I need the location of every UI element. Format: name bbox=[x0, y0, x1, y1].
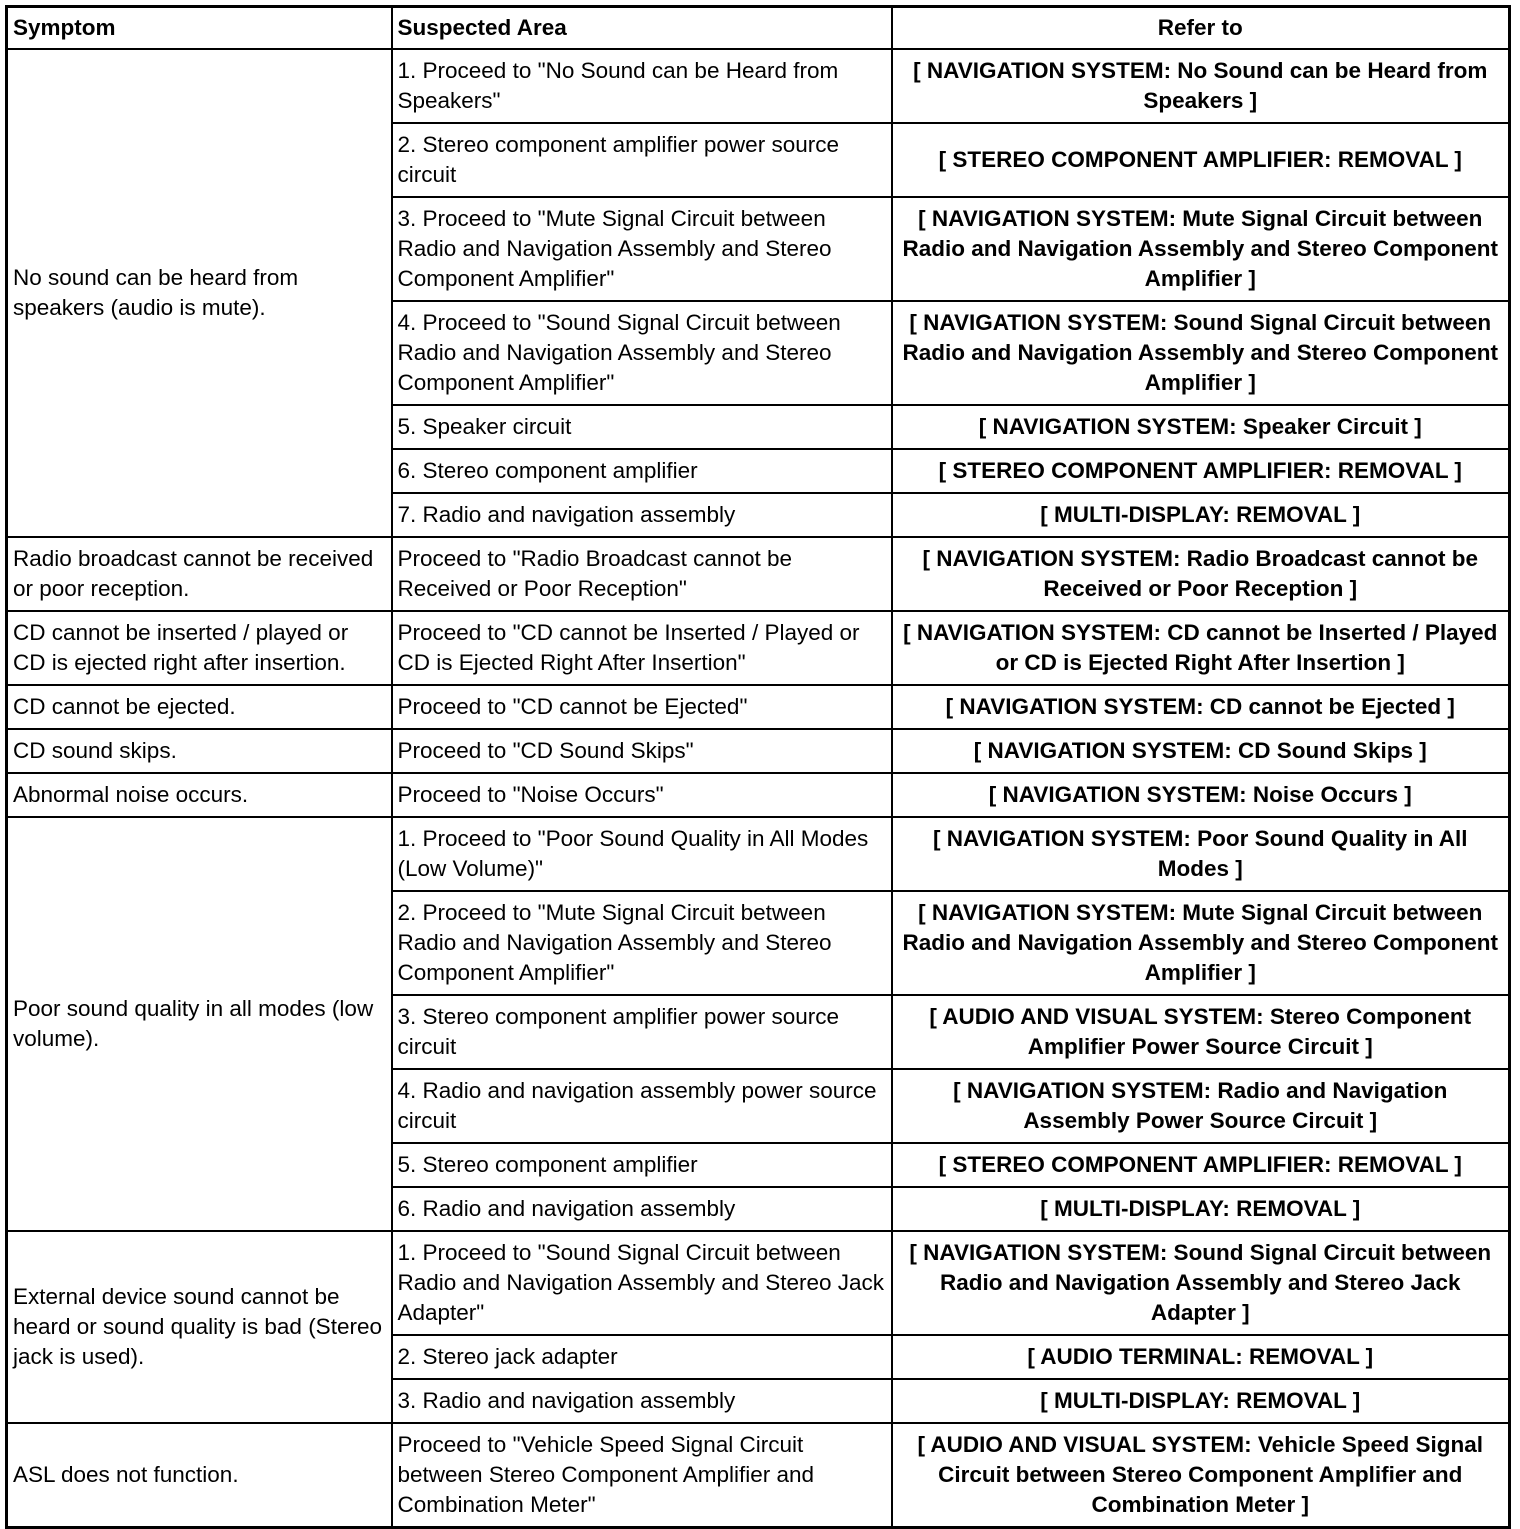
suspected-area-cell: 3. Radio and navigation assembly bbox=[392, 1379, 892, 1423]
table-body bbox=[7, 49, 1510, 1528]
refer-to-link[interactable]: [ STEREO COMPONENT AMPLIFIER: REMOVAL ] bbox=[892, 1143, 1510, 1187]
refer-to-link[interactable]: [ NAVIGATION SYSTEM: Mute Signal Circuit between Radio and Navigation Assembly and Stereo Component Amplifier ] bbox=[892, 891, 1510, 995]
header-suspected-area: Suspected Area bbox=[392, 7, 892, 50]
refer-to-link[interactable]: [ AUDIO AND VISUAL SYSTEM: Vehicle Speed Signal Circuit between Stereo Component Amplifier and Combination Meter ] bbox=[892, 1423, 1510, 1528]
table-row bbox=[7, 1423, 1510, 1528]
suspected-area-cell: Proceed to "Radio Broadcast cannot be Received or Poor Reception" bbox=[392, 537, 892, 611]
header-refer-to: Refer to bbox=[892, 7, 1510, 50]
suspected-area-cell: 1. Proceed to "No Sound can be Heard from Speakers" bbox=[392, 49, 892, 123]
symptom-cell: No sound can be heard from speakers (audio is mute). bbox=[7, 49, 392, 537]
refer-to-link[interactable]: [ NAVIGATION SYSTEM: CD cannot be Inserted / Played or CD is Ejected Right After Insertion ] bbox=[892, 611, 1510, 685]
symptom-cell: Poor sound quality in all modes (low volume). bbox=[7, 817, 392, 1231]
refer-to-link[interactable]: [ NAVIGATION SYSTEM: Radio and Navigation Assembly Power Source Circuit ] bbox=[892, 1069, 1510, 1143]
table-row bbox=[7, 49, 1510, 123]
refer-to-link[interactable]: [ NAVIGATION SYSTEM: Poor Sound Quality in All Modes ] bbox=[892, 817, 1510, 891]
refer-to-link[interactable]: [ MULTI-DISPLAY: REMOVAL ] bbox=[892, 1187, 1510, 1231]
refer-to-link[interactable]: [ NAVIGATION SYSTEM: Mute Signal Circuit between Radio and Navigation Assembly and Stereo Component Amplifier ] bbox=[892, 197, 1510, 301]
suspected-area-cell: 7. Radio and navigation assembly bbox=[392, 493, 892, 537]
symptom-cell: Radio broadcast cannot be received or poor reception. bbox=[7, 537, 392, 611]
refer-to-link[interactable]: [ NAVIGATION SYSTEM: Sound Signal Circuit between Radio and Navigation Assembly and Stereo Component Amplifier ] bbox=[892, 301, 1510, 405]
table-row bbox=[7, 729, 1510, 773]
refer-to-link[interactable]: [ MULTI-DISPLAY: REMOVAL ] bbox=[892, 493, 1510, 537]
symptom-cell: CD cannot be inserted / played or CD is ejected right after insertion. bbox=[7, 611, 392, 685]
refer-to-link[interactable]: [ NAVIGATION SYSTEM: Radio Broadcast cannot be Received or Poor Reception ] bbox=[892, 537, 1510, 611]
suspected-area-cell: 2. Stereo jack adapter bbox=[392, 1335, 892, 1379]
refer-to-link[interactable]: [ NAVIGATION SYSTEM: CD Sound Skips ] bbox=[892, 729, 1510, 773]
header-symptom: Symptom bbox=[7, 7, 392, 50]
suspected-area-cell: 2. Proceed to "Mute Signal Circuit between Radio and Navigation Assembly and Stereo Component Amplifier" bbox=[392, 891, 892, 995]
symptom-cell: ASL does not function. bbox=[7, 1423, 392, 1528]
refer-to-link[interactable]: [ NAVIGATION SYSTEM: CD cannot be Ejected ] bbox=[892, 685, 1510, 729]
table-header-row bbox=[7, 7, 1510, 50]
troubleshooting-document bbox=[5, 5, 1508, 1529]
symptom-cell: CD cannot be ejected. bbox=[7, 685, 392, 729]
suspected-area-cell: Proceed to "Noise Occurs" bbox=[392, 773, 892, 817]
suspected-area-cell: 1. Proceed to "Poor Sound Quality in All Modes (Low Volume)" bbox=[392, 817, 892, 891]
symptom-cell: External device sound cannot be heard or sound quality is bad (Stereo jack is used). bbox=[7, 1231, 392, 1423]
suspected-area-cell: 1. Proceed to "Sound Signal Circuit between Radio and Navigation Assembly and Stereo Jack Adapter" bbox=[392, 1231, 892, 1335]
table-row bbox=[7, 685, 1510, 729]
suspected-area-cell: Proceed to "CD cannot be Ejected" bbox=[392, 685, 892, 729]
refer-to-link[interactable]: [ NAVIGATION SYSTEM: Speaker Circuit ] bbox=[892, 405, 1510, 449]
suspected-area-cell: 4. Proceed to "Sound Signal Circuit between Radio and Navigation Assembly and Stereo Component Amplifier" bbox=[392, 301, 892, 405]
table-row bbox=[7, 1231, 1510, 1335]
suspected-area-cell: 5. Stereo component amplifier bbox=[392, 1143, 892, 1187]
suspected-area-cell: 3. Stereo component amplifier power source circuit bbox=[392, 995, 892, 1069]
suspected-area-cell: Proceed to "Vehicle Speed Signal Circuit between Stereo Component Amplifier and Combination Meter" bbox=[392, 1423, 892, 1528]
table-row bbox=[7, 611, 1510, 685]
symptom-table bbox=[5, 5, 1511, 1529]
table-row bbox=[7, 537, 1510, 611]
refer-to-link[interactable]: [ NAVIGATION SYSTEM: No Sound can be Heard from Speakers ] bbox=[892, 49, 1510, 123]
suspected-area-cell: 5. Speaker circuit bbox=[392, 405, 892, 449]
suspected-area-cell: Proceed to "CD cannot be Inserted / Played or CD is Ejected Right After Insertion" bbox=[392, 611, 892, 685]
refer-to-link[interactable]: [ STEREO COMPONENT AMPLIFIER: REMOVAL ] bbox=[892, 449, 1510, 493]
suspected-area-cell: 3. Proceed to "Mute Signal Circuit between Radio and Navigation Assembly and Stereo Component Amplifier" bbox=[392, 197, 892, 301]
suspected-area-cell: 6. Stereo component amplifier bbox=[392, 449, 892, 493]
suspected-area-cell: 2. Stereo component amplifier power source circuit bbox=[392, 123, 892, 197]
symptom-cell: CD sound skips. bbox=[7, 729, 392, 773]
suspected-area-cell: 4. Radio and navigation assembly power source circuit bbox=[392, 1069, 892, 1143]
refer-to-link[interactable]: [ MULTI-DISPLAY: REMOVAL ] bbox=[892, 1379, 1510, 1423]
symptom-cell: Abnormal noise occurs. bbox=[7, 773, 392, 817]
refer-to-link[interactable]: [ AUDIO TERMINAL: REMOVAL ] bbox=[892, 1335, 1510, 1379]
table-row bbox=[7, 773, 1510, 817]
suspected-area-cell: Proceed to "CD Sound Skips" bbox=[392, 729, 892, 773]
table-row bbox=[7, 817, 1510, 891]
refer-to-link[interactable]: [ STEREO COMPONENT AMPLIFIER: REMOVAL ] bbox=[892, 123, 1510, 197]
refer-to-link[interactable]: [ NAVIGATION SYSTEM: Sound Signal Circuit between Radio and Navigation Assembly and Stereo Jack Adapter ] bbox=[892, 1231, 1510, 1335]
refer-to-link[interactable]: [ NAVIGATION SYSTEM: Noise Occurs ] bbox=[892, 773, 1510, 817]
suspected-area-cell: 6. Radio and navigation assembly bbox=[392, 1187, 892, 1231]
refer-to-link[interactable]: [ AUDIO AND VISUAL SYSTEM: Stereo Component Amplifier Power Source Circuit ] bbox=[892, 995, 1510, 1069]
